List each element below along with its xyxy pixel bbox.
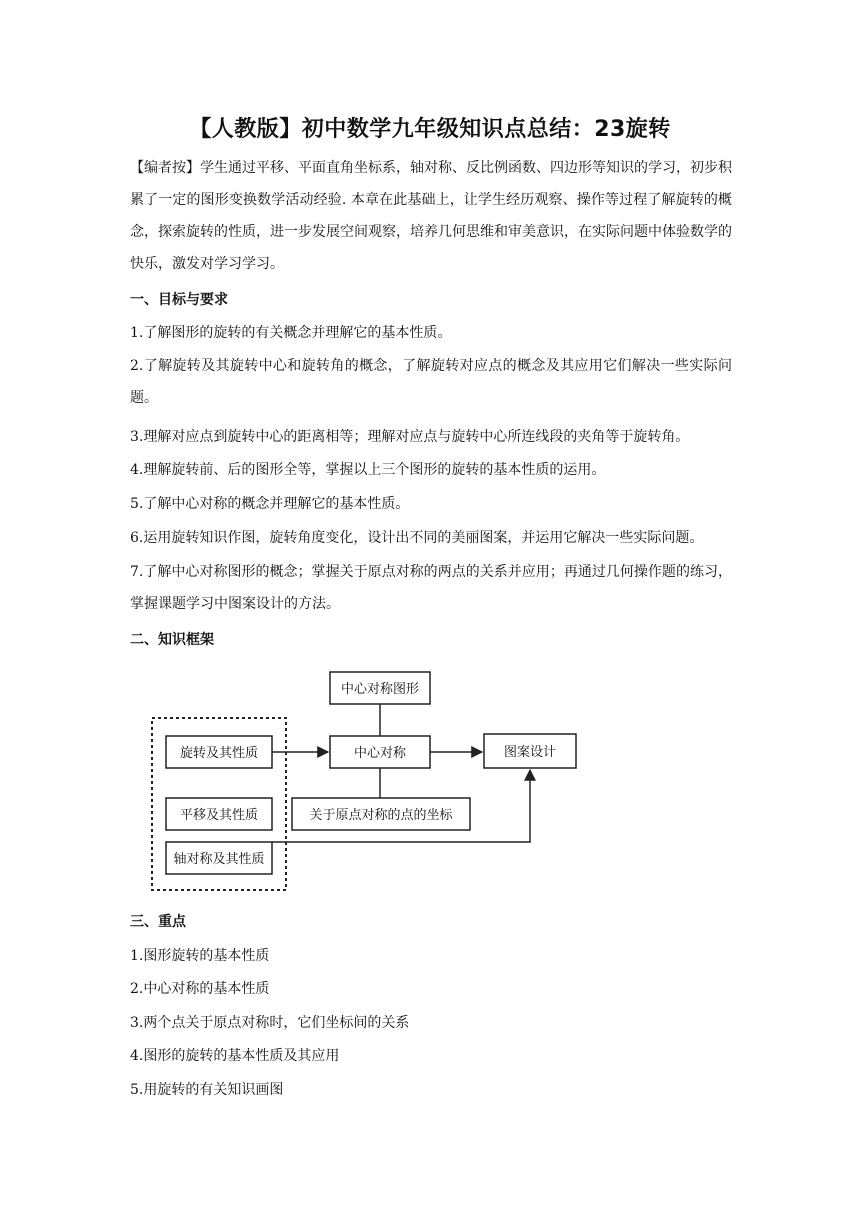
section3-heading: 三、重点 [130, 914, 186, 930]
framework-svg [130, 660, 610, 900]
goal-item-4: 4.理解旋转前、后的图形全等，掌握以上三个图形的旋转的基本性质的运用。 [130, 462, 606, 478]
key-item-2: 2.中心对称的基本性质 [130, 981, 270, 997]
key-item-5: 5.用旋转的有关知识画图 [130, 1082, 284, 1098]
pattern-design-label: 图案设计 [503, 745, 557, 760]
section2-heading: 二、知识框架 [130, 632, 214, 648]
rotation-label: 旋转及其性质 [179, 746, 259, 761]
central-figure-label: 中心对称图形 [340, 682, 420, 697]
origin-coords-label: 关于原点对称的点的坐标 [309, 808, 453, 823]
key-item-3: 3.两个点关于原点对称时，它们坐标间的关系 [130, 1015, 410, 1031]
goal-item-2: 2.了解旋转及其旋转中心和旋转角的概念，了解旋转对应点的概念及其应用它们解决一些实际问题。 [130, 358, 732, 406]
central-symmetry-label: 中心对称 [353, 746, 407, 761]
goal-item-5: 5.了解中心对称的概念并理解它的基本性质。 [130, 496, 410, 512]
goal-item-6: 6.运用旋转知识作图，旋转角度变化，设计出不同的美丽图案，并运用它解决一些实际问题。 [130, 530, 704, 546]
knowledge-framework-diagram [130, 660, 610, 900]
translation-label: 平移及其性质 [179, 808, 259, 823]
intro-paragraph: 【编者按】学生通过平移、平面直角坐标系，轴对称、反比例函数、四边形等知识的学习，初步积累了一定的图形变换数学活动经验. 本章在此基础上，让学生经历观察、操作等过程了解旋转的概念，探索旋转的性质，进一步发展空间观察，培养几何思维和审美意识，在实际问题中体验数学的快乐，激发对学习学习。 [130, 160, 732, 272]
goal-item-7: 7.了解中心对称图形的概念；掌握关于原点对称的两点的关系并应用；再通过几何操作题的练习，掌握课题学习中图案设计的方法。 [130, 564, 732, 612]
goal-item-3: 3.理解对应点到旋转中心的距离相等；理解对应点与旋转中心所连线段的夹角等于旋转角。 [130, 429, 690, 445]
section1-heading: 一、目标与要求 [130, 292, 228, 308]
goal-item-1: 1.了解图形的旋转的有关概念并理解它的基本性质。 [130, 325, 452, 341]
key-item-4: 4.图形的旋转的基本性质及其应用 [130, 1048, 340, 1064]
page-title: 【人教版】初中数学九年级知识点总结：23旋转 [189, 117, 671, 142]
axial-symmetry-label: 轴对称及其性质 [173, 852, 265, 867]
key-item-1: 1.图形旋转的基本性质 [130, 948, 270, 964]
